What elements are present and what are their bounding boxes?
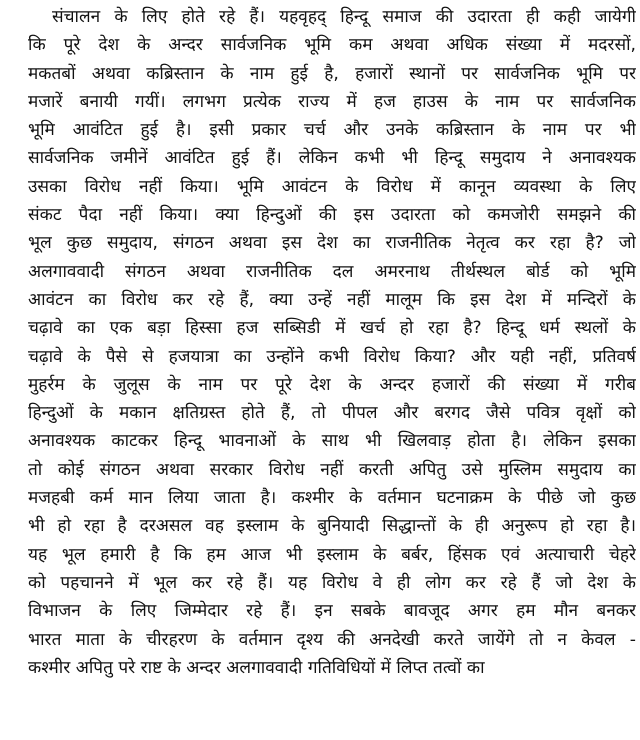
text-line: सार्वजनिक जमीनें आवंटित हुई हैं। लेकिन कभी भी हिन्दू समुदाय ने अनावश्यक xyxy=(28,148,636,169)
text-line: मजारें बनायी गयीं। लगभग प्रत्येक राज्य में हज हाउस के नाम पर सार्वजनिक xyxy=(28,91,636,112)
text-line: मुहर्रम के जुलूस के नाम पर पूरे देश के अन्दर हजारों की संख्या में गरीब xyxy=(28,374,636,395)
text-line: मजहबी कर्म मान लिया जाता है। कश्मीर के वर्तमान घटनाक्रम के पीछे जो कुछ xyxy=(28,488,636,509)
text-line: उसका विरोध नहीं किया। भूमि आवंटन के विरोध में कानून व्यवस्था के लिए xyxy=(28,176,636,197)
text-line: अनावश्यक काटकर हिन्दू भावनाओं के साथ भी खिलवाड़ होता है। लेकिन इसका xyxy=(28,431,636,452)
text-line: भूल कुछ समुदाय, संगठन अथवा इस देश का राजनीतिक नेतृत्व कर रहा है? जो xyxy=(28,233,636,254)
text-line: यह भूल हमारी है कि हम आज भी इस्लाम के बर्बर, हिंसक एवं अत्याचारी चेहरे xyxy=(28,544,636,565)
text-line: कि पूरे देश के अन्दर सार्वजनिक भूमि कम अथवा अधिक संख्या में मदरसों, xyxy=(28,35,636,56)
text-line: कश्मीर अपितु परे राष्ट के अन्दर अलगाववादी गतिविधियों में लिप्त तत्वों का xyxy=(28,657,485,678)
text-line: हिन्दुओं के मकान क्षतिग्रस्त होते हैं, तो पीपल और बरगद जैसे पवित्र वृक्षों को xyxy=(28,403,636,424)
text-line: तो कोई संगठन अथवा सरकार विरोध नहीं करती अपितु उसे मुस्लिम समुदाय का xyxy=(28,459,636,480)
text-line: को पहचानने में भूल कर रहे हैं। यह विरोध वे ही लोग कर रहे हैं जो देश के xyxy=(28,572,636,593)
text-line: भूमि आवंटित हुई है। इसी प्रकार चर्च और उनके कब्रिस्तान के नाम पर भी xyxy=(28,120,636,141)
text-line: चढ़ावे का एक बड़ा हिस्सा हज सब्सिडी में खर्च हो रहा है? हिन्दू धर्म स्थलों के xyxy=(28,318,636,339)
text-line: विभाजन के लिए जिम्मेदार रहे हैं। इन सबके बावजूद अगर हम मौन बनकर xyxy=(28,601,636,622)
body-paragraph xyxy=(28,3,636,682)
text-line: मकतबों अथवा कब्रिस्तान के नाम हुई है, हजारों स्थानों पर सार्वजनिक भूमि पर xyxy=(28,63,636,84)
text-line: भी हो रहा है दरअसल वह इस्लाम के बुनियादी सिद्धान्तों के ही अनुरूप हो रहा है। xyxy=(28,516,636,537)
text-line: भारत माता के चीरहरण के वर्तमान दृश्य की अनदेखी करते जायेंगे तो न केवल - xyxy=(28,629,636,650)
text-line: चढ़ावे के पैसे से हजयात्रा का उन्होंने कभी विरोध किया? और यही नहीं, प्रतिवर्ष xyxy=(28,346,636,367)
text-line: संचालन के लिए होते रहे हैं। यहवृहद् हिन्दू समाज की उदारता ही कही जायेगी xyxy=(52,7,636,27)
text-line: अलगाववादी संगठन अथवा राजनीतिक दल अमरनाथ तीर्थस्थल बोर्ड को भूमि xyxy=(28,261,636,282)
text-line: संकट पैदा नहीं किया। क्या हिन्दुओं की इस उदारता को कमजोरी समझने की xyxy=(28,205,636,226)
text-line: आवंटन का विरोध कर रहे हैं, क्या उन्हें नहीं मालूम कि इस देश में मन्दिरों के xyxy=(28,289,636,310)
